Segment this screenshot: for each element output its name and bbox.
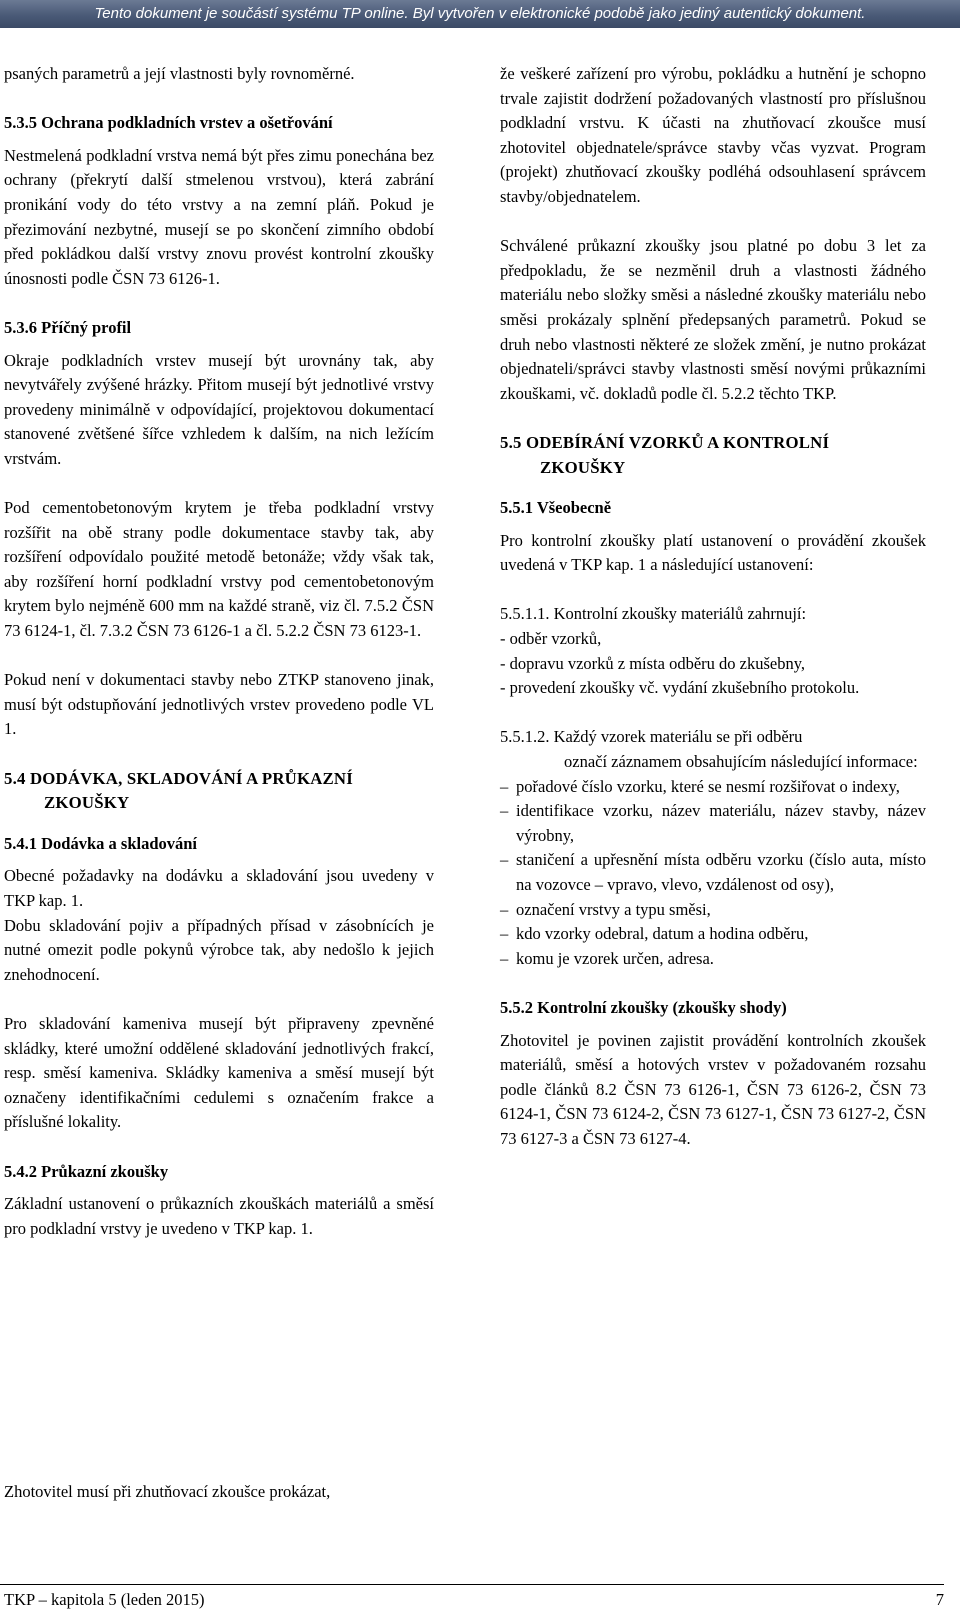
heading-5-4-2: 5.4.2 Průkazní zkoušky [4, 1161, 169, 1181]
footer-title: TKP – kapitola 5 (leden 2015) [4, 1590, 205, 1609]
paragraph-approved-tests: Schválené průkazní zkoušky jsou platné po dobu 3 let za předpokladu, že se nezměnil druh a vlastnosti žádného materiálu nebo složky směsi a následné zkoušky materiálu nebo směsi prokázaly splnění předepsaných parametrů. Pokud se druh nebo vlastnosti některé ze složek změní, je nutno prokázat objednateli/správci stavby vlastnosti směsí novými průkazními zkouškami, vč. dokladů podle čl. 5.2.2 těchto TKP. [500, 236, 926, 403]
page-footer [0, 1584, 944, 1611]
paragraph-5-5-2: Zhotovitel je povinen zajistit provádění kontrolních zkoušek materiálů, směsí a hotových vrstev v požadovaném rozsahu podle článků 8.2 ČSN 73 6126-1, ČSN 73 6126-2, ČSN 73 6124-1, ČSN 73 6124-2, ČSN 73 6127-1, ČSN 73 6127-2, ČSN 73 6127-3 a ČSN 73 6127-4. [500, 1030, 926, 1148]
heading-5-4-line2: ZKOUŠKY [44, 793, 130, 813]
paragraph-5-3-5: Nestmelená podkladní vrstva nemá být přes zimu ponechána bez ochrany (překrytí další stmelenou vrstvou), která zabrání pronikání vody do této vrstvy a na zemní pláň. Pokud je přezimování nezbytné, musejí se po skončení zimního období před pokládkou další vrstvy znovu provést kontrolní zkoušky únosnosti podle ČSN 73 6126-1. [4, 145, 434, 288]
list-item: – kdo vzorky odebral, datum a hodina odběru, [500, 922, 926, 947]
list-item: – staničení a upřesnění místa odběru vzorku (číslo auta, místo na vozovce – vpravo, vlevo, vzdálenost od osy), [500, 850, 926, 894]
heading-5-5-1: 5.5.1 Všeobecně [500, 498, 612, 518]
heading-5-3-5: 5.3.5 Ochrana podkladních vrstev a ošetřování [4, 113, 333, 133]
dash-bullet-icon: – [500, 899, 509, 919]
right-column [500, 62, 926, 1176]
paragraph-5-5-1-2-cont: označí záznamem obsahujícím následující informace: [564, 752, 918, 772]
paragraph-ztkp: Pokud není v dokumentaci stavby nebo ZTKP stanoveno jinak, musí být odstupňování jednotlivých vrstev provedeno podle VL 1. [4, 670, 434, 739]
list-item: - dopravu vzorků z místa odběru do zkušebny, [500, 653, 806, 673]
heading-5-5-line2: ZKOUŠKY [540, 457, 626, 477]
list-item: – označení vrstvy a typu směsi, [500, 898, 926, 923]
paragraph-5-4-2: Základní ustanovení o průkazních zkouškách materiálů a směsí pro podkladní vrstvy je uvedeno v TKP kap. 1. [4, 1194, 434, 1238]
list-item: – pořadové číslo vzorku, které se nesmí rozšiřovat o indexy, [500, 775, 926, 800]
system-banner: Tento dokument je součástí systému TP online. Byl vytvořen v elektronické podobě jako jediný autentický dokument. [0, 0, 960, 28]
heading-5-5-line1: 5.5 ODEBÍRÁNÍ VZORKŮ A KONTROLNÍ [500, 432, 830, 452]
heading-5-5 [500, 431, 926, 480]
paragraph-5-3-6: Okraje podkladních vrstev musejí být urovnány tak, aby nevytvářely zvýšené hrázky. Přitom musejí být jednotlivé vrstvy provedeny minimálně v odpovídající, projektovou dokumentací stanovené zvětšené šířce vzhledem k dalším, na nich ležícím vrstvám. [4, 350, 434, 468]
dash-bullet-icon: – [500, 801, 509, 821]
list-item: – komu je vzorek určen, adresa. [500, 947, 926, 972]
paragraph-5-5-1-2-first: 5.5.1.2. Každý vzorek materiálu se při odběru [500, 727, 803, 747]
paragraph-cement-concrete: Pod cementobetonovým krytem je třeba podkladní vrstvy rozšířit na obě strany podle dokumentace stavby tak, aby rozšíření odpovídalo použité metodě betonáže; vždy však tak, aby rozšíření horní podkladní vrstvy pod cementobetonovým krytem bylo nejméně 600 mm na každé straně, viz čl. 7.5.2 ČSN 73 6124-1, čl. 7.3.2 ČSN 73 6126-1 a čl. 5.2.2 ČSN 73 6123-1. [4, 498, 434, 641]
heading-5-3-6: 5.3.6 Příčný profil [4, 317, 132, 337]
dash-bullet-icon: – [500, 948, 509, 968]
list-5-5-1-2 [500, 775, 926, 972]
paragraph-5-5-1-1: 5.5.1.1. Kontrolní zkoušky materiálů zahrnují: [500, 604, 807, 624]
heading-5-4-1: 5.4.1 Dodávka a skladování [4, 833, 198, 853]
page-number: 7 [935, 1590, 944, 1609]
dash-bullet-icon: – [500, 776, 509, 796]
dash-bullet-icon: – [500, 850, 509, 870]
paragraph-5-4-1c: Pro skladování kameniva musejí být připraveny zpevněné skládky, které umožní oddělené skladování jednotlivých frakcí, resp. směsí kameniva. Skládky kameniva a směsí musejí být označeny identifikačními cedulemi s označením frakce a příslušné lokality. [4, 1013, 434, 1132]
heading-5-4 [4, 767, 434, 816]
heading-5-5-2: 5.5.2 Kontrolní zkoušky (zkoušky shody) [500, 997, 787, 1017]
paragraph-5-4-1b: Dobu skladování pojiv a případných přísad v zásobnících je nutné omezit podle pokynů výrobce tak, aby nedošlo k jejich znehodnocení. [4, 915, 434, 984]
list-item: - provedení zkoušky vč. vydání zkušebního protokolu. [500, 678, 860, 698]
paragraph-intro: psaných parametrů a její vlastnosti byly rovnoměrné. [4, 64, 355, 83]
heading-5-4-line1: 5.4 DODÁVKA, SKLADOVÁNÍ A PRŮKAZNÍ [4, 768, 353, 788]
list-item: - odběr vzorků, [500, 629, 602, 649]
left-column [4, 62, 434, 1266]
list-5-5-1-1 [500, 627, 926, 701]
list-item: – identifikace vzorku, název materiálu, název stavby, název výrobny, [500, 801, 926, 845]
paragraph-right-intro: že veškeré zařízení pro výrobu, pokládku a hutnění je schopno trvale zajistit dodržení požadovaných vlastností pro příslušnou podkladní vrstvu. K účasti na zhutňovací zkoušce musí zhotovitel objednatele/správce stavby včas vyzvat. Program (projekt) zhutňovací zkoušky podléhá odsouhlasení správcem stavby/objednatelem. [500, 64, 926, 206]
paragraph-5-5-1: Pro kontrolní zkoušky platí ustanovení o provádění zkoušek uvedená v TKP kap. 1 a následující ustanovení: [500, 530, 926, 575]
paragraph-bottom-left: Zhotovitel musí při zhutňovací zkoušce prokázat, [4, 1482, 331, 1501]
paragraph-5-4-1a: Obecné požadavky na dodávku a skladování jsou uvedeny v TKP kap. 1. [4, 866, 434, 910]
paragraph-5-5-1-2 [500, 725, 926, 774]
dash-bullet-icon: – [500, 924, 509, 944]
